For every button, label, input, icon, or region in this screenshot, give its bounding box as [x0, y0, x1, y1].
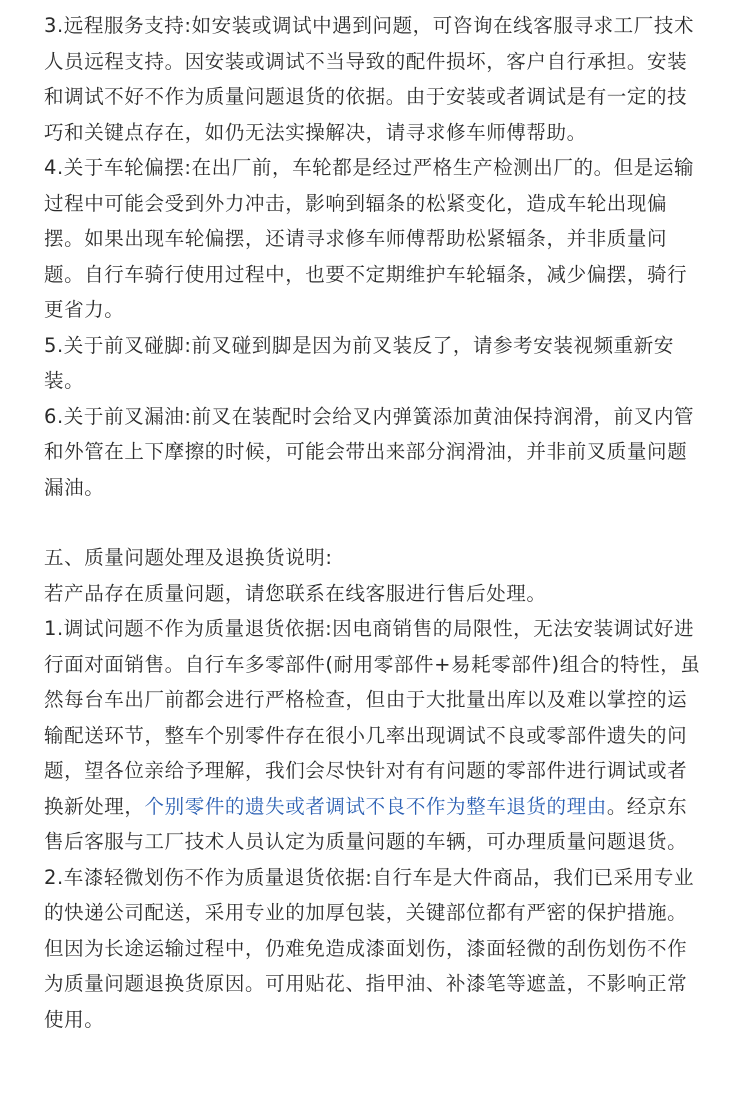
debug-policy-paragraph: [44, 611, 706, 860]
debug-policy-text-end: 。经京东售后客服与工厂技术人员认定为质量问题的车辆，可办理质量问题退货。: [44, 794, 688, 853]
fork-hit-paragraph: 5.关于前叉碰脚:前叉碰到脚是因为前叉装反了，请参考安装视频重新安装。: [44, 333, 674, 392]
section-gap: [44, 505, 706, 540]
debug-policy-text: 1.调试问题不作为质量退货依据:因电商销售的局限性，无法安装调试好进行面对面销售。自行车多零部件(耐用零部件+易耗零部件)组合的特性，虽然每台车出厂前都会进行严格检查，但由于大批量出库以及难以掌控的运输配送环节，整车个别零件存在很小几率出现调试不良或零部件遗失的问题，望各位亲给予理解，我们会尽快针对有有问题的零部件进行调试或者换新处理，: [44, 617, 701, 818]
section5-intro: 若产品存在质量问题，请您联系在线客服进行售后处理。: [44, 581, 547, 605]
wheel-wobble-paragraph: 4.关于车轮偏摆:在出厂前，车轮都是经过严格生产检测出厂的。但是运输过程中可能会受到外力冲击，影响到辐条的松紧变化，造成车轮出现偏摆。如果出现车轮偏摆，还请寻求修车师傅帮助松紧辐条，并非质量问题。自行车骑行使用过程中，也要不定期维护车轮辐条，减少偏摆，骑行更省力。: [44, 156, 695, 321]
debug-policy-highlight: 个别零件的遗失或者调试不良不作为整车退货的理由: [144, 794, 607, 818]
remote-support-paragraph: 3.远程服务支持:如安装或调试中遇到问题，可咨询在线客服寻求工厂技术人员远程支持。因安装或调试不当导致的配件损坏，客户自行承担。安装和调试不好不作为质量问题退货的依据。由于安装或者调试是有一定的技巧和关键点存在，如仍无法实操解决，请寻求修车师傅帮助。: [44, 14, 695, 144]
fork-oil-paragraph: 6.关于前叉漏油:前叉在装配时会给叉内弹簧添加黄油保持润滑，前叉内管和外管在上下摩擦的时候，可能会带出来部分润滑油，并非前叉质量问题漏油。: [44, 404, 695, 499]
section5-title: 五、质量问题处理及退换货说明:: [44, 546, 333, 569]
paint-scratch-paragraph: 2.车漆轻微划伤不作为质量退货依据:自行车是大件商品，我们已采用专业的快递公司配送，采用专业的加厚包装，关键部位都有严密的保护措施。但因为长途运输过程中，仍难免造成漆面划伤，漆面轻微的刮伤划伤不作为质量问题退换货原因。可用贴花、指甲油、补漆笔等遮盖，不影响正常使用。: [44, 865, 695, 1031]
